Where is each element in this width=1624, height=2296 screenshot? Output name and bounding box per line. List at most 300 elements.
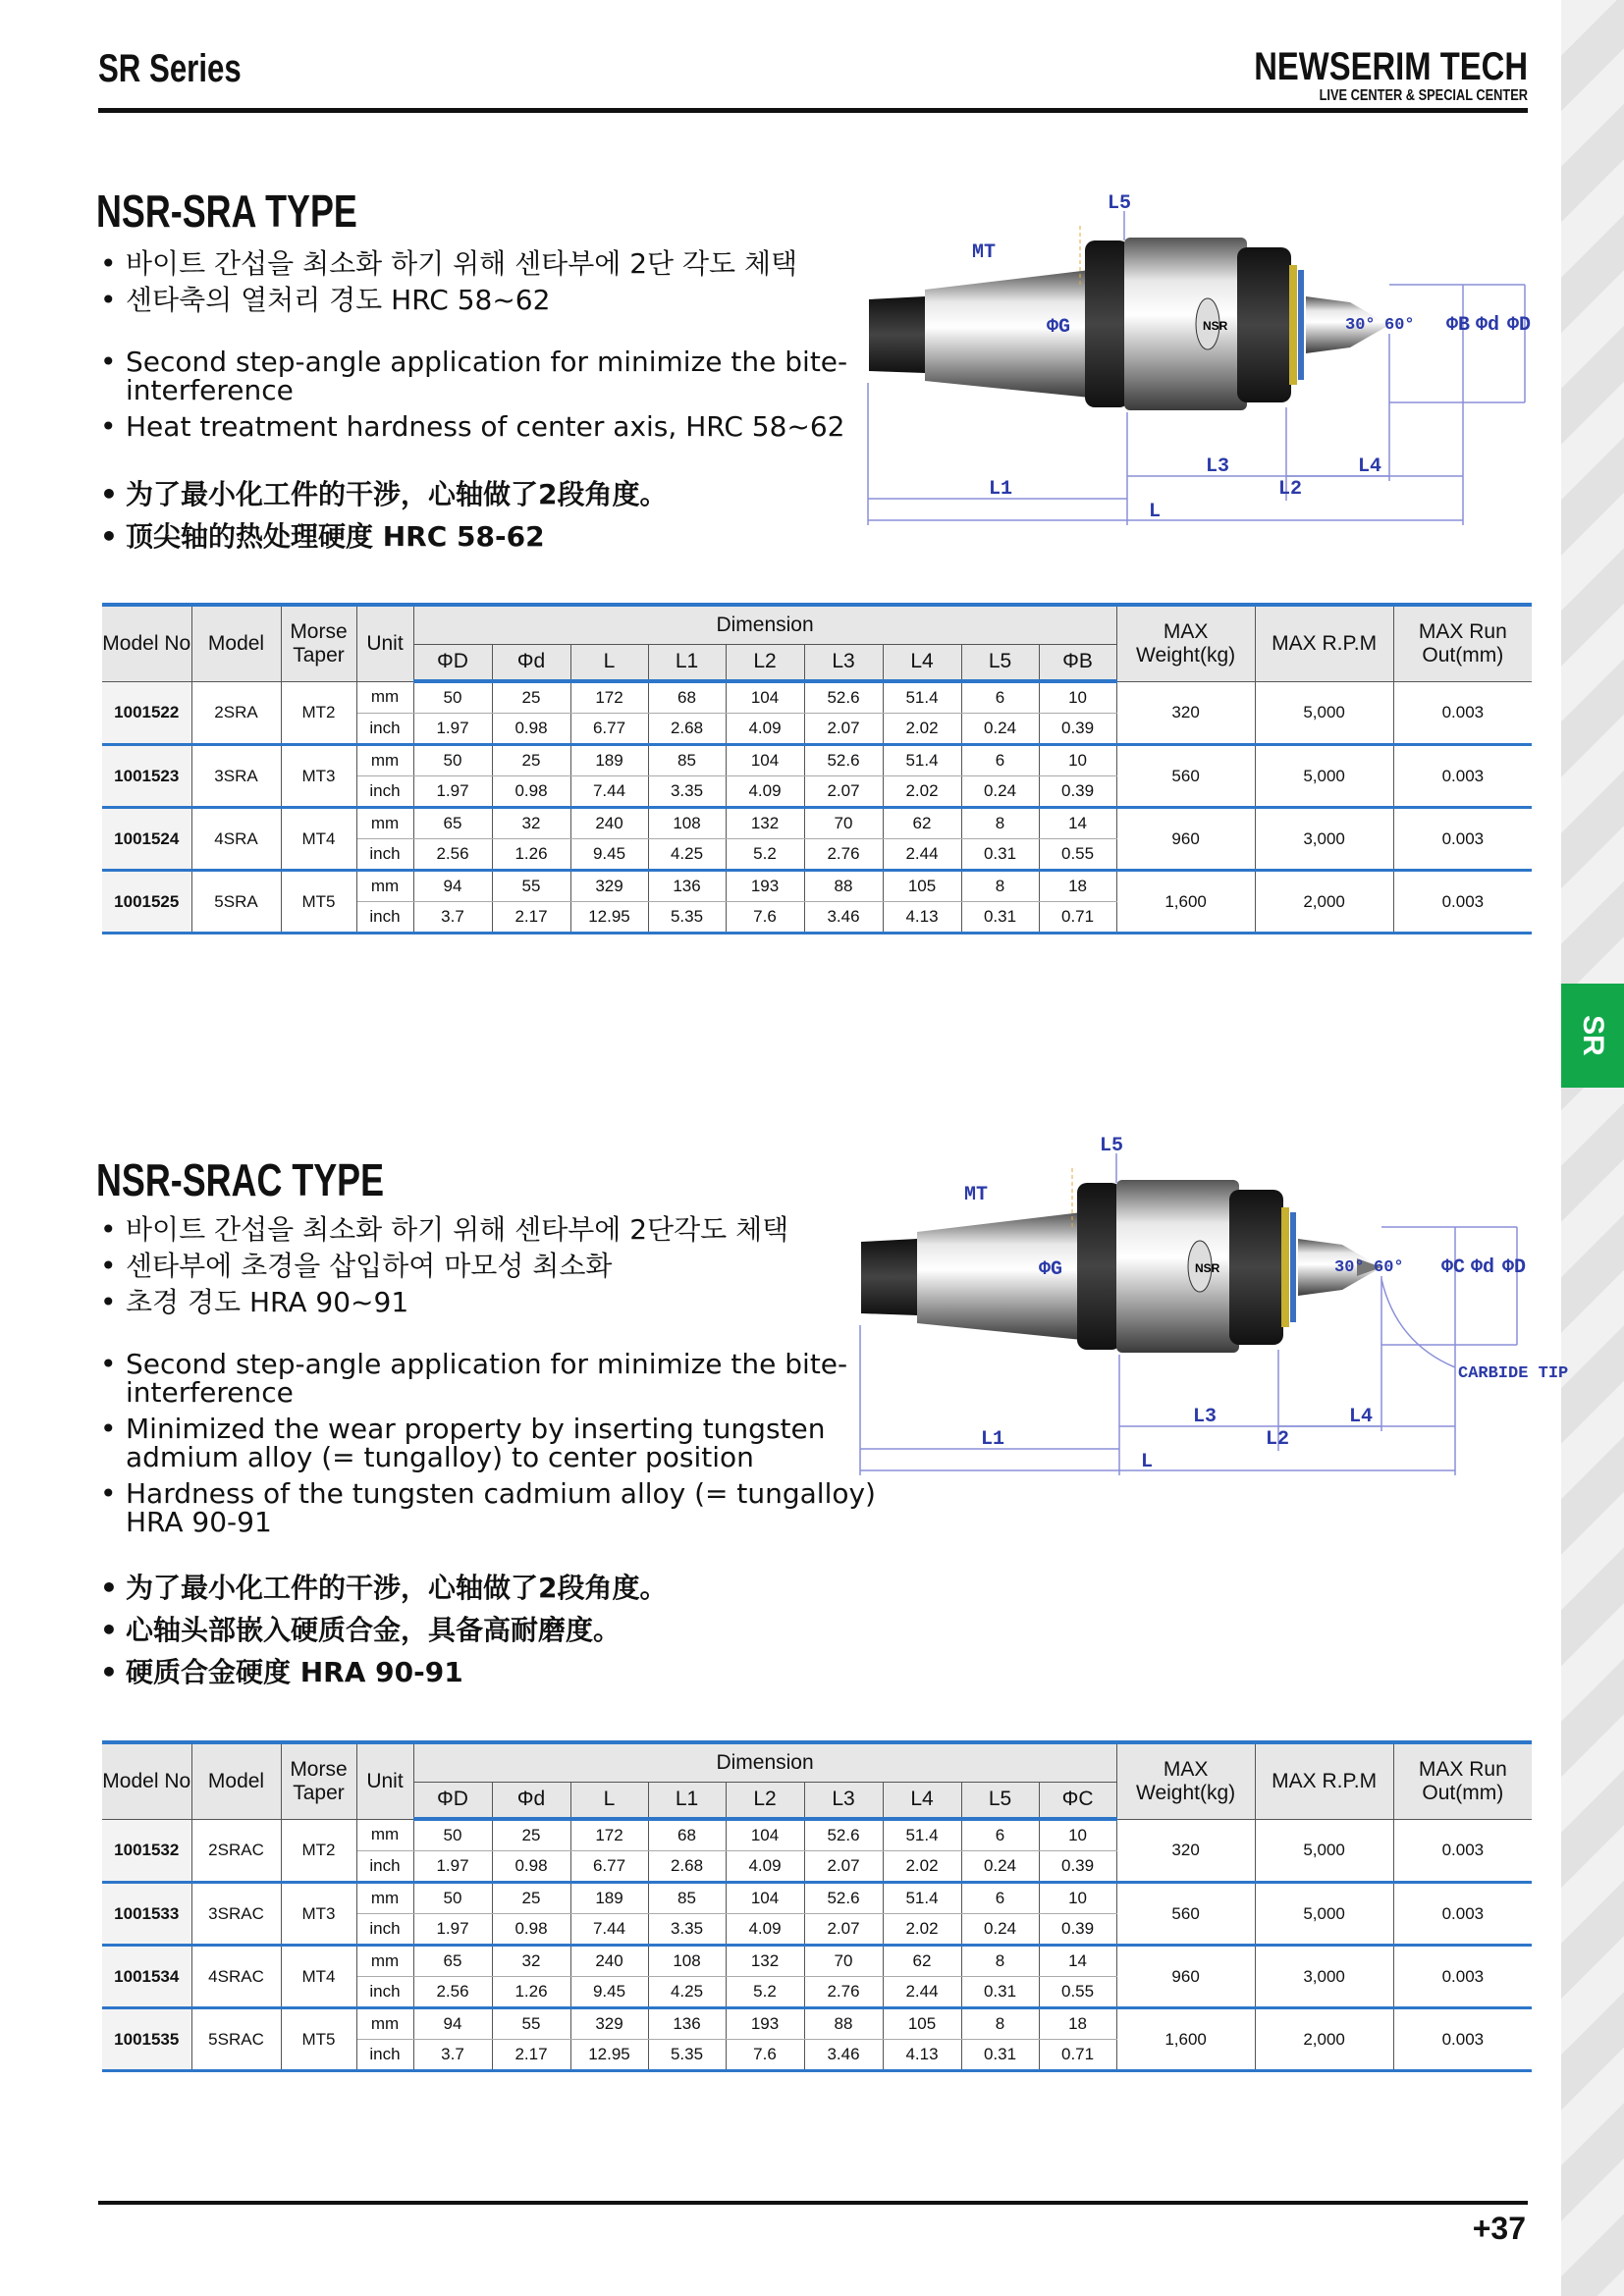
dim-cell: 88	[804, 2008, 883, 2040]
rpm-cell: 5,000	[1255, 1819, 1393, 1883]
dim-cell: 0.39	[1039, 1914, 1116, 1946]
col-dim: L5	[961, 1782, 1039, 1819]
col-dim: L4	[883, 644, 961, 681]
series-title: SR Series	[98, 47, 242, 90]
dim-cell: 51.4	[883, 745, 961, 776]
col-morse-taper: Morse Taper	[281, 1742, 356, 1819]
taper-cell: MT3	[281, 1883, 356, 1946]
header-rule	[98, 108, 1528, 113]
col-dim: L2	[726, 1782, 804, 1819]
dim-cell: 3.46	[804, 2040, 883, 2071]
table-row	[102, 1819, 1532, 1851]
svg-text:L5: L5	[1108, 192, 1132, 215]
col-dim: L	[570, 1782, 648, 1819]
dim-cell: 3.7	[413, 2040, 492, 2071]
col-max-runout: MAX Run Out(mm)	[1393, 1742, 1532, 1819]
page-number: +37	[1472, 2211, 1526, 2246]
svg-text:L4: L4	[1349, 1406, 1374, 1428]
dim-cell: 25	[492, 745, 570, 776]
col-model-no: Model No	[102, 1742, 191, 1819]
dim-cell: 104	[726, 1819, 804, 1851]
dim-cell: 0.39	[1039, 714, 1116, 745]
dim-cell: 0.55	[1039, 1977, 1116, 2008]
col-max-weight: MAX Weight(kg)	[1116, 605, 1255, 681]
rpm-cell: 5,000	[1255, 681, 1393, 745]
dim-cell: 8	[961, 871, 1039, 902]
dim-cell: 1.97	[413, 776, 492, 808]
rpm-cell: 3,000	[1255, 808, 1393, 871]
dim-cell: 5.2	[726, 839, 804, 871]
dim-cell: 6	[961, 745, 1039, 776]
table-row	[102, 871, 1532, 902]
dim-cell: 5.2	[726, 1977, 804, 2008]
dim-cell: 105	[883, 2008, 961, 2040]
sra-chinese-list	[98, 480, 864, 564]
dim-cell: 3.46	[804, 902, 883, 934]
dim-cell: 85	[648, 1883, 726, 1914]
col-dim: L1	[648, 644, 726, 681]
dim-cell: 94	[413, 871, 492, 902]
col-max-runout: MAX Run Out(mm)	[1393, 605, 1532, 681]
unit-cell: mm	[356, 871, 413, 902]
dim-cell: 189	[570, 1883, 648, 1914]
dim-cell: 1.97	[413, 1914, 492, 1946]
unit-cell: mm	[356, 681, 413, 714]
weight-cell: 960	[1116, 1946, 1255, 2008]
col-dimension: Dimension	[413, 605, 1116, 644]
model-no-cell: 1001533	[102, 1883, 191, 1946]
runout-cell: 0.003	[1393, 1819, 1532, 1883]
dim-cell: 0.98	[492, 714, 570, 745]
col-dim: ΦD	[413, 1782, 492, 1819]
svg-text:NSR: NSR	[1195, 1261, 1220, 1275]
dim-cell: 329	[570, 2008, 648, 2040]
dim-cell: 104	[726, 745, 804, 776]
dim-cell: 68	[648, 1819, 726, 1851]
dim-cell: 172	[570, 1819, 648, 1851]
dim-cell: 55	[492, 871, 570, 902]
list-item: • 硬质合金硬度 HRA 90-91	[98, 1658, 864, 1686]
svg-text:ΦB: ΦB	[1446, 314, 1471, 337]
dim-cell: 70	[804, 808, 883, 839]
list-item: • 바이트 간섭을 최소화 하기 위해 센타부에 2단각도 체택	[98, 1215, 864, 1244]
model-cell: 2SRAC	[191, 1819, 281, 1883]
dim-cell: 1.26	[492, 1977, 570, 2008]
dim-cell: 0.31	[961, 2040, 1039, 2071]
sra-table-body	[102, 681, 1532, 934]
svg-text:60°: 60°	[1384, 316, 1415, 335]
table-row	[102, 1946, 1532, 1977]
dim-cell: 62	[883, 808, 961, 839]
svg-text:30°: 30°	[1345, 316, 1376, 335]
dim-cell: 193	[726, 2008, 804, 2040]
dim-cell: 2.76	[804, 839, 883, 871]
dim-cell: 52.6	[804, 1883, 883, 1914]
dim-cell: 108	[648, 1946, 726, 1977]
unit-cell: inch	[356, 776, 413, 808]
weight-cell: 560	[1116, 1883, 1255, 1946]
dim-cell: 2.17	[492, 2040, 570, 2071]
dim-cell: 14	[1039, 1946, 1116, 1977]
dim-cell: 132	[726, 1946, 804, 1977]
col-max-weight: MAX Weight(kg)	[1116, 1742, 1255, 1819]
dim-cell: 8	[961, 2008, 1039, 2040]
dim-cell: 25	[492, 681, 570, 714]
dim-cell: 2.68	[648, 1851, 726, 1883]
col-morse-taper: Morse Taper	[281, 605, 356, 681]
model-cell: 4SRAC	[191, 1946, 281, 2008]
dim-cell: 0.24	[961, 714, 1039, 745]
col-max-rpm: MAX R.P.M	[1255, 605, 1393, 681]
table-row	[102, 745, 1532, 776]
unit-cell: inch	[356, 1914, 413, 1946]
svg-text:L: L	[1141, 1451, 1154, 1473]
svg-text:L1: L1	[981, 1428, 1005, 1451]
dim-cell: 6.77	[570, 1851, 648, 1883]
list-item: • 센타부에 초경을 삽입하여 마모성 최소화	[98, 1252, 864, 1280]
dim-cell: 5.35	[648, 902, 726, 934]
dim-cell: 12.95	[570, 902, 648, 934]
taper-cell: MT5	[281, 871, 356, 934]
runout-cell: 0.003	[1393, 2008, 1532, 2071]
weight-cell: 960	[1116, 808, 1255, 871]
list-item: • Heat treatment hardness of center axis, HRC 58~62	[98, 412, 864, 441]
list-item: • 为了最小化工件的干涉，心轴做了2段角度。	[98, 480, 864, 508]
model-cell: 5SRA	[191, 871, 281, 934]
dim-cell: 0.71	[1039, 902, 1116, 934]
taper-cell: MT3	[281, 745, 356, 808]
dim-cell: 6	[961, 1883, 1039, 1914]
dim-cell: 2.02	[883, 1914, 961, 1946]
weight-cell: 320	[1116, 681, 1255, 745]
dim-cell: 9.45	[570, 839, 648, 871]
footer-rule	[98, 2201, 1528, 2205]
svg-text:L5: L5	[1100, 1135, 1124, 1157]
dim-cell: 6	[961, 681, 1039, 714]
dim-cell: 2.02	[883, 776, 961, 808]
dim-cell: 52.6	[804, 1819, 883, 1851]
dim-cell: 50	[413, 745, 492, 776]
table-row	[102, 2008, 1532, 2040]
sra-spec-table	[102, 603, 1532, 934]
dim-cell: 4.13	[883, 2040, 961, 2071]
dim-cell: 7.6	[726, 2040, 804, 2071]
dim-cell: 2.02	[883, 1851, 961, 1883]
taper-cell: MT4	[281, 808, 356, 871]
rpm-cell: 2,000	[1255, 2008, 1393, 2071]
dim-cell: 6	[961, 1819, 1039, 1851]
list-item: • 초경 경도 HRA 90~91	[98, 1288, 864, 1316]
section-title-srac: NSR-SRAC TYPE	[96, 1154, 385, 1205]
runout-cell: 0.003	[1393, 745, 1532, 808]
svg-text:60°: 60°	[1374, 1258, 1404, 1277]
list-item: • 센타축의 열처리 경도 HRC 58~62	[98, 286, 864, 314]
dim-cell: 50	[413, 1819, 492, 1851]
col-dim: L2	[726, 644, 804, 681]
dim-cell: 10	[1039, 1819, 1116, 1851]
dim-cell: 2.56	[413, 839, 492, 871]
list-item: • Hardness of the tungsten cadmium alloy (= tungalloy) HRA 90-91	[98, 1479, 884, 1536]
col-max-rpm: MAX R.P.M	[1255, 1742, 1393, 1819]
svg-text:ΦG: ΦG	[1047, 316, 1071, 339]
table-row	[102, 1883, 1532, 1914]
dim-cell: 2.76	[804, 1977, 883, 2008]
runout-cell: 0.003	[1393, 871, 1532, 934]
dim-cell: 2.07	[804, 776, 883, 808]
dim-cell: 132	[726, 808, 804, 839]
svg-text:L2: L2	[1266, 1428, 1290, 1451]
svg-text:ΦD: ΦD	[1502, 1256, 1527, 1279]
taper-cell: MT2	[281, 1819, 356, 1883]
dim-cell: 4.09	[726, 1851, 804, 1883]
dim-cell: 108	[648, 808, 726, 839]
dim-cell: 0.31	[961, 839, 1039, 871]
svg-text:ΦD: ΦD	[1507, 314, 1532, 337]
dim-cell: 18	[1039, 2008, 1116, 2040]
model-cell: 3SRAC	[191, 1883, 281, 1946]
dim-cell: 52.6	[804, 745, 883, 776]
dim-cell: 12.95	[570, 2040, 648, 2071]
dim-cell: 1.97	[413, 1851, 492, 1883]
dim-cell: 8	[961, 1946, 1039, 1977]
model-cell: 2SRA	[191, 681, 281, 745]
model-cell: 4SRA	[191, 808, 281, 871]
dim-cell: 104	[726, 1883, 804, 1914]
rpm-cell: 2,000	[1255, 871, 1393, 934]
dim-cell: 25	[492, 1819, 570, 1851]
dim-cell: 0.98	[492, 1914, 570, 1946]
dim-cell: 68	[648, 681, 726, 714]
weight-cell: 1,600	[1116, 2008, 1255, 2071]
dim-cell: 25	[492, 1883, 570, 1914]
col-unit: Unit	[356, 1742, 413, 1819]
dim-cell: 2.44	[883, 839, 961, 871]
dim-cell: 3.35	[648, 776, 726, 808]
dim-cell: 51.4	[883, 1819, 961, 1851]
dim-cell: 85	[648, 745, 726, 776]
rpm-cell: 5,000	[1255, 745, 1393, 808]
dim-cell: 7.44	[570, 1914, 648, 1946]
dim-cell: 32	[492, 1946, 570, 1977]
dim-cell: 51.4	[883, 681, 961, 714]
col-model-no: Model No	[102, 605, 191, 681]
unit-cell: mm	[356, 808, 413, 839]
dim-cell: 4.13	[883, 902, 961, 934]
dim-cell: 9.45	[570, 1977, 648, 2008]
unit-cell: inch	[356, 1851, 413, 1883]
dim-cell: 62	[883, 1946, 961, 1977]
col-dim: Φd	[492, 644, 570, 681]
dim-cell: 8	[961, 808, 1039, 839]
weight-cell: 320	[1116, 1819, 1255, 1883]
dim-cell: 32	[492, 808, 570, 839]
brand-subtitle: LIVE CENTER & SPECIAL CENTER	[1319, 87, 1528, 104]
unit-cell: mm	[356, 1946, 413, 1977]
col-dim: Φd	[492, 1782, 570, 1819]
srac-table-body	[102, 1819, 1532, 2071]
unit-cell: inch	[356, 2040, 413, 2071]
list-item: • 为了最小化工件的干涉，心轴做了2段角度。	[98, 1574, 864, 1602]
col-dim: L1	[648, 1782, 726, 1819]
srac-spec-table	[102, 1740, 1532, 2072]
dim-cell: 7.44	[570, 776, 648, 808]
dim-cell: 51.4	[883, 1883, 961, 1914]
list-item: • Minimized the wear property by inserting tungsten admium alloy (= tungalloy) to center position	[98, 1415, 884, 1471]
dim-cell: 4.09	[726, 1914, 804, 1946]
sra-english-list	[98, 347, 864, 449]
sra-center-diagram	[854, 187, 1542, 530]
dim-cell: 240	[570, 1946, 648, 1977]
svg-text:L3: L3	[1193, 1406, 1218, 1428]
dim-cell: 4.25	[648, 839, 726, 871]
srac-center-diagram	[846, 1135, 1569, 1480]
model-no-cell: 1001523	[102, 745, 191, 808]
dim-cell: 329	[570, 871, 648, 902]
dim-cell: 7.6	[726, 902, 804, 934]
svg-text:Φd: Φd	[1471, 1256, 1495, 1279]
dim-cell: 70	[804, 1946, 883, 1977]
dim-cell: 18	[1039, 871, 1116, 902]
brand-name: NEWSERIM TECH	[1254, 45, 1528, 88]
dim-cell: 2.07	[804, 714, 883, 745]
dim-cell: 0.71	[1039, 2040, 1116, 2071]
dim-cell: 65	[413, 808, 492, 839]
dim-cell: 0.24	[961, 1914, 1039, 1946]
table-row	[102, 808, 1532, 839]
unit-cell: inch	[356, 839, 413, 871]
dim-cell: 193	[726, 871, 804, 902]
model-no-cell: 1001534	[102, 1946, 191, 2008]
list-item: • 바이트 간섭을 최소화 하기 위해 센타부에 2단 각도 체택	[98, 249, 864, 278]
svg-text:L2: L2	[1278, 478, 1303, 501]
list-item: • Second step-angle application for minimize the bite-interference	[98, 347, 864, 404]
svg-text:ΦG: ΦG	[1039, 1258, 1063, 1281]
side-tab-sr[interactable]: SR	[1561, 984, 1624, 1088]
unit-cell: mm	[356, 1883, 413, 1914]
dim-cell: 0.98	[492, 1851, 570, 1883]
side-stripe	[1561, 0, 1624, 2296]
dim-cell: 10	[1039, 1883, 1116, 1914]
model-cell: 3SRA	[191, 745, 281, 808]
dim-cell: 65	[413, 1946, 492, 1977]
dim-cell: 0.39	[1039, 776, 1116, 808]
dim-cell: 4.25	[648, 1977, 726, 2008]
dim-cell: 0.39	[1039, 1851, 1116, 1883]
svg-text:L: L	[1149, 501, 1162, 523]
table-row	[102, 681, 1532, 714]
svg-text:CARBIDE TIP: CARBIDE TIP	[1458, 1364, 1569, 1383]
list-item: • Second step-angle application for minimize the bite-interference	[98, 1350, 884, 1407]
dim-cell: 0.31	[961, 1977, 1039, 2008]
col-model: Model	[191, 605, 281, 681]
model-no-cell: 1001524	[102, 808, 191, 871]
dim-cell: 4.09	[726, 714, 804, 745]
dim-cell: 4.09	[726, 776, 804, 808]
unit-cell: inch	[356, 1977, 413, 2008]
dim-cell: 55	[492, 2008, 570, 2040]
list-item: • 顶尖轴的热处理硬度 HRC 58-62	[98, 522, 864, 551]
runout-cell: 0.003	[1393, 1883, 1532, 1946]
svg-text:NSR: NSR	[1203, 319, 1228, 333]
dim-cell: 10	[1039, 745, 1116, 776]
col-dimension: Dimension	[413, 1742, 1116, 1782]
col-dim: L3	[804, 1782, 883, 1819]
sra-korean-list	[98, 249, 864, 322]
list-item: • 心轴头部嵌入硬质合金，具备高耐磨度。	[98, 1616, 864, 1644]
unit-cell: inch	[356, 902, 413, 934]
dim-cell: 5.35	[648, 2040, 726, 2071]
srac-korean-list	[98, 1215, 864, 1324]
col-dim: L	[570, 644, 648, 681]
dim-cell: 0.98	[492, 776, 570, 808]
svg-text:Φd: Φd	[1476, 314, 1500, 337]
dim-cell: 2.07	[804, 1914, 883, 1946]
dim-cell: 2.17	[492, 902, 570, 934]
unit-cell: mm	[356, 1819, 413, 1851]
dim-cell: 136	[648, 871, 726, 902]
dim-cell: 189	[570, 745, 648, 776]
dim-cell: 2.02	[883, 714, 961, 745]
model-no-cell: 1001532	[102, 1819, 191, 1883]
svg-text:ΦC: ΦC	[1441, 1256, 1466, 1279]
dim-cell: 50	[413, 681, 492, 714]
dim-cell: 3.7	[413, 902, 492, 934]
dim-cell: 0.24	[961, 776, 1039, 808]
svg-text:L1: L1	[989, 478, 1013, 501]
dim-cell: 1.97	[413, 714, 492, 745]
dim-cell: 14	[1039, 808, 1116, 839]
col-dim: ΦD	[413, 644, 492, 681]
dim-cell: 2.44	[883, 1977, 961, 2008]
col-unit: Unit	[356, 605, 413, 681]
dim-cell: 105	[883, 871, 961, 902]
col-dim: ΦB	[1039, 644, 1116, 681]
dim-cell: 104	[726, 681, 804, 714]
dim-cell: 2.07	[804, 1851, 883, 1883]
dim-cell: 50	[413, 1883, 492, 1914]
dim-cell: 0.24	[961, 1851, 1039, 1883]
taper-cell: MT4	[281, 1946, 356, 2008]
svg-text:30°: 30°	[1334, 1258, 1365, 1277]
brand-logo	[1194, 45, 1528, 105]
runout-cell: 0.003	[1393, 808, 1532, 871]
rpm-cell: 3,000	[1255, 1946, 1393, 2008]
svg-text:MT: MT	[972, 241, 997, 264]
col-dim: L4	[883, 1782, 961, 1819]
dim-cell: 240	[570, 808, 648, 839]
dim-cell: 2.68	[648, 714, 726, 745]
model-cell: 5SRAC	[191, 2008, 281, 2071]
dim-cell: 136	[648, 2008, 726, 2040]
weight-cell: 1,600	[1116, 871, 1255, 934]
dim-cell: 0.55	[1039, 839, 1116, 871]
model-no-cell: 1001535	[102, 2008, 191, 2071]
col-dim: ΦC	[1039, 1782, 1116, 1819]
weight-cell: 560	[1116, 745, 1255, 808]
dim-cell: 0.31	[961, 902, 1039, 934]
svg-text:MT: MT	[964, 1184, 989, 1206]
model-no-cell: 1001522	[102, 681, 191, 745]
rpm-cell: 5,000	[1255, 1883, 1393, 1946]
unit-cell: mm	[356, 2008, 413, 2040]
dim-cell: 2.56	[413, 1977, 492, 2008]
runout-cell: 0.003	[1393, 1946, 1532, 2008]
runout-cell: 0.003	[1393, 681, 1532, 745]
dim-cell: 10	[1039, 681, 1116, 714]
unit-cell: inch	[356, 714, 413, 745]
col-dim: L5	[961, 644, 1039, 681]
model-no-cell: 1001525	[102, 871, 191, 934]
